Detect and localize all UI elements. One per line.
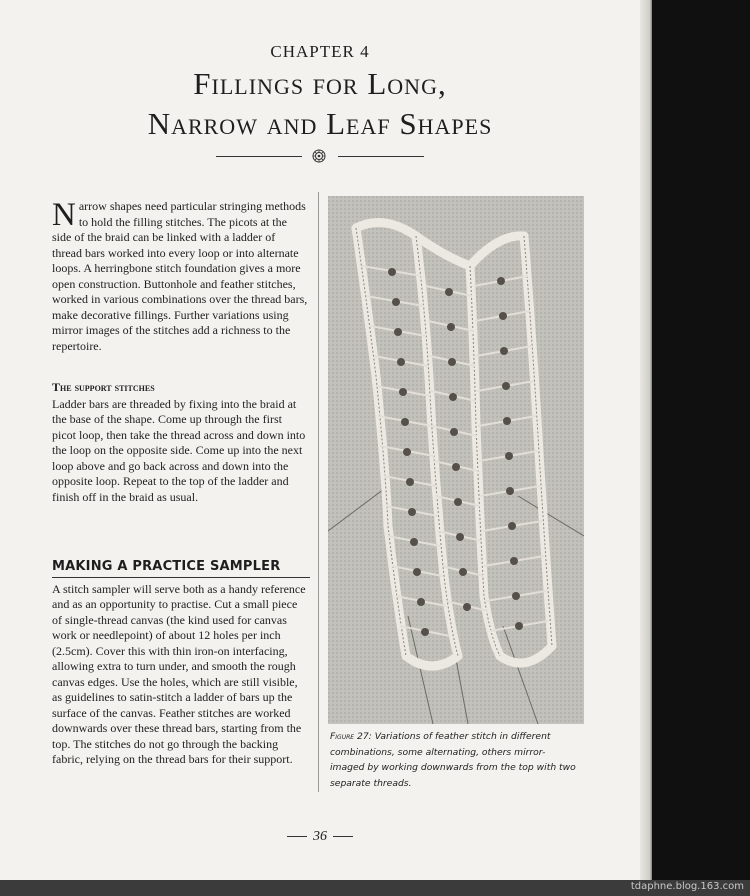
intro-section [52,199,308,354]
rosette-icon [312,149,326,163]
figure-label: Figure 27: [330,731,372,742]
sampler-section [52,559,308,768]
chapter-title-line2: Narrow and Leaf Shapes [147,106,493,141]
support-section [52,380,308,505]
column-divider [318,192,319,792]
scanner-background [652,0,750,880]
chapter-title [0,64,640,144]
title-ornament [216,149,424,163]
chapter-label: CHAPTER 4 [270,42,370,61]
ornament-rule-left [216,156,302,157]
watermark: tdaphne.blog.163.com [630,881,744,892]
folio-dash-right [333,836,353,837]
sampler-heading-rule [52,577,310,578]
figure-caption-text: Variations of feather stitch in different combinations, some alternating, others mirror-imaged by working downwards from the top with two separate threads. [330,731,576,789]
lace-sampler-illustration [328,196,584,724]
figure-photo [328,196,584,724]
sampler-heading: MAKING A PRACTICE SAMPLER [52,559,281,574]
figure-caption [330,729,576,791]
support-heading: The support stitches [52,380,155,394]
intro-paragraph [52,199,308,354]
support-text: Ladder bars are threaded by fixing into the braid at the base of the shape. Come up through the first picot loop, then take the thread across and down into the loop on the opposite side. Come up into the next loop above and go back across and down into the opposite loop. Repeat to the top of the ladder and finish off in the braid as usual. [52,396,306,504]
drop-cap: N [52,197,76,233]
chapter-title-line1: Fillings for Long, [193,66,447,101]
intro-text: arrow shapes need particular stringing methods to hold the filling stitches. The picots at the side of the braid can be linked with a ladder of thread bars worked into every loop or into alternate loops. A herringbone stitch foundation gives a more open construction. Buttonhole and feather stitches, worked in various combinations over the thread bars, make decorative fillings. Further variations using mirror images of the stitches add a richness to the repertoire. [52,199,308,353]
page-number [0,829,640,845]
folio-dash-left [287,836,307,837]
ornament-rule-right [338,156,424,157]
sampler-text: A stitch sampler will serve both as a handy reference and as an opportunity to practise. Cut a small piece of single-thread canvas (the kind used for canvas work or needlepoint) of about 12 holes per inch (2.5cm). Cover this with thin iron-on interfacing, allowing extra to turn under, and smooth the rough canvas edges. Use the holes, which are still visible, as guidelines to satin-stitch a ladder of bars up the surface of the canvas. Feather stitches are worked downwards over these thread bars, starting from the top. The stitches do not go through the backing fabric, relying on the thread bars for their support. [52,581,306,766]
page-number-text: 36 [313,829,327,844]
